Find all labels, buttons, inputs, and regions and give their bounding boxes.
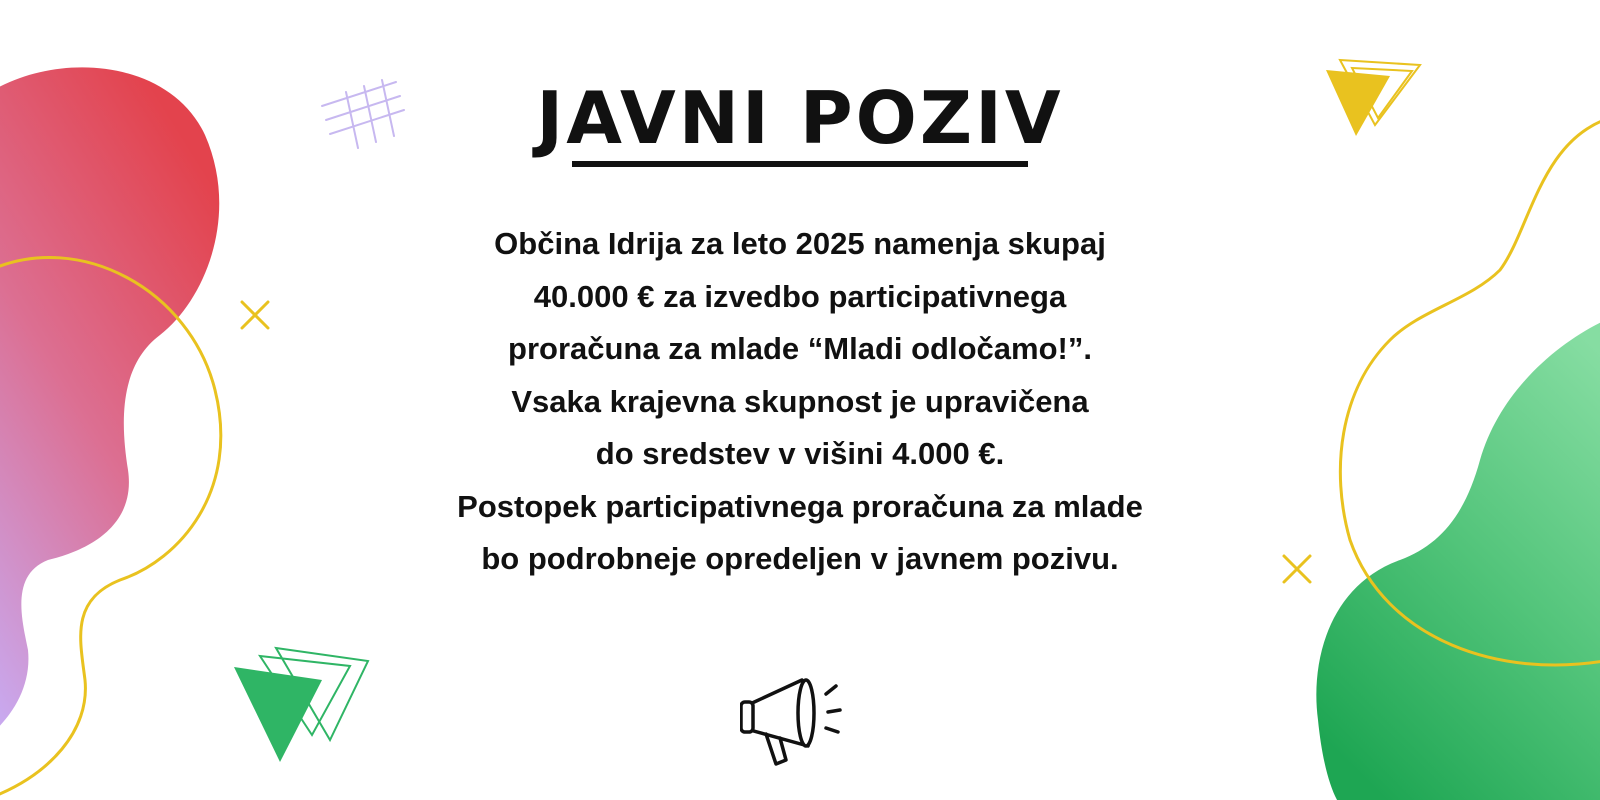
text-line: Postopek participativnega proračuna za mlade (457, 488, 1143, 524)
text-line: do sredstev v višini 4.000 €. (595, 436, 1005, 471)
cross-icon (242, 302, 268, 328)
page-title: JAVNI POZIV (536, 76, 1064, 160)
text-line: proračuna za mlade “Mladi odločamo!”. (508, 331, 1092, 366)
text-line: bo podrobneje opredeljen v javnem pozivu. (481, 541, 1119, 576)
title-underline (572, 161, 1028, 167)
text-line: Vsaka krajevna skupnost je upravičena (511, 383, 1089, 419)
triangle-icon (234, 648, 368, 762)
megaphone-icon (740, 672, 860, 772)
announcement-text (300, 218, 1300, 586)
text-line: Občina Idrija za leto 2025 namenja skupaj (494, 226, 1106, 261)
text-line: 40.000 € za izvedbo participativnega (533, 278, 1067, 314)
